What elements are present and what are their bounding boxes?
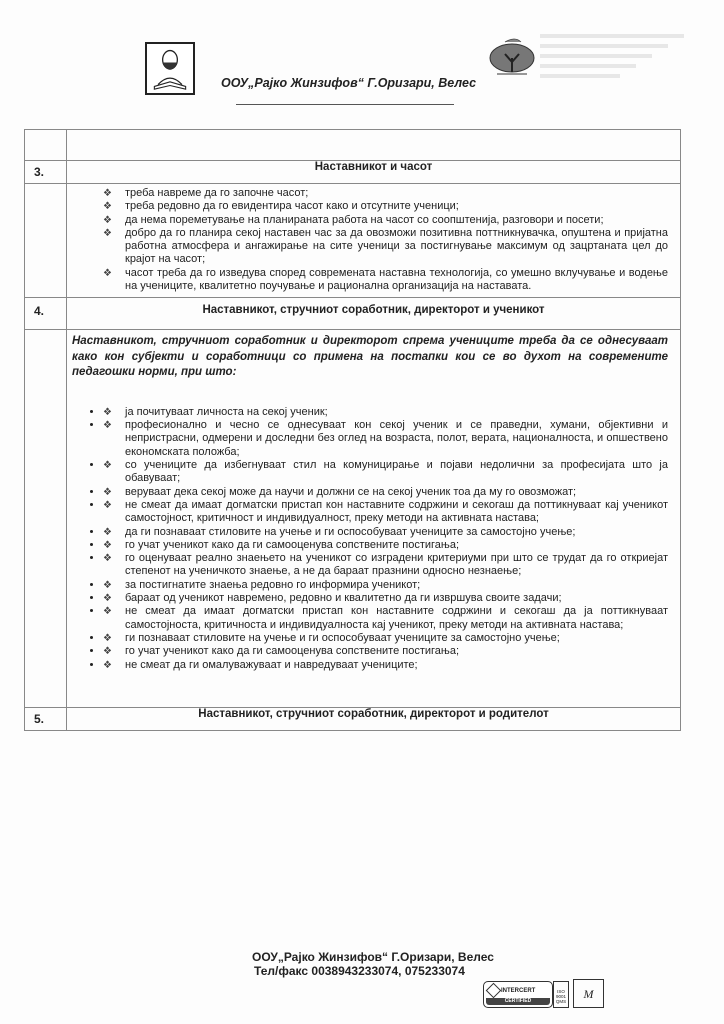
table-blank-row (25, 130, 681, 161)
list-item: ❖ треба редовно да го евидентира часот како и отсутните ученици; (103, 200, 668, 213)
section-number: 5. (25, 707, 67, 730)
list-item: ❖ да нема пореметување на планираната работа на часот со соопштенија, разговори и посети; (103, 214, 668, 227)
section-4-content-row (25, 330, 681, 707)
section-number: 3. (25, 161, 67, 184)
list-item: ❖ • ја почитуваат личноста на секој ученик; (103, 406, 668, 419)
portrait-icon (147, 44, 193, 93)
apple-tree-icon (487, 36, 537, 78)
section-title: Наставникот, стручниот соработник, директорот и ученикот (67, 298, 681, 330)
code-of-conduct-table (24, 129, 681, 731)
list-item: ❖ треба навреме да го започне часот; (103, 187, 668, 200)
section-title: Наставникот и часот (67, 161, 681, 184)
section-number: 4. (25, 298, 67, 330)
section-intro: Наставникот, стручниот соработник и директорот спрема учениците треба да се однесуваат како кон субјекти и соработници со примена на постапки кои се во духот на современите педагошки норми, при што: (72, 335, 668, 379)
list-item: ❖ добро да го планира секој наставен час за да овозможи позитивна поттникнувачка, опуштена и пријатна работна атмосфера и ангажирање на сите ученици за постигнување максимум од зацртаната цел до крајот на часот; (103, 227, 668, 267)
footer-school-name: ООУ„Рајко Жинзифов“ Г.Оризари, Велес (252, 950, 494, 964)
footer-contact: Тел/факс 0038943233074, 075233074 (254, 964, 465, 978)
section-3-heading-row (25, 161, 681, 184)
section-3-content-row (25, 184, 681, 298)
footer (252, 950, 494, 978)
section-title: Наставникот, стручниот соработник, директорот и родителот (67, 707, 681, 730)
header-divider (236, 104, 454, 105)
list-item: ❖ • не смеат да имаат догматски пристап кон наставните содржини и секогаш да поттикнуваат кај ученикот самостојност, критичност и индивидуалност, преку методи на активната настава; (103, 499, 668, 526)
bullet-list (103, 187, 668, 293)
list-item: ❖ • не смеат да ги омалуважуваат и навредуваат учениците; (103, 659, 668, 672)
section-5-heading-row (25, 707, 681, 730)
list-item: ❖ • веруваат дека секој може да научи и должни се на секој ученик тоа да му го овозможат; (103, 486, 668, 499)
school-portrait-logo (145, 42, 195, 95)
intercert-diamond-icon (486, 983, 502, 999)
list-item: ❖ • го оценуваат реално знаењето на ученикот со изградени критериуми при што се трудат да го откриејат степенот на ученичкото знаење, а не да бараат празнини односно незнаење; (103, 552, 668, 579)
bullet-list (103, 406, 668, 672)
list-item: ❖ • го учат ученикот како да ги самооценува сопствените постигања; (103, 645, 668, 658)
quality-mark-badge: M (573, 979, 604, 1008)
list-item: ❖ • бараат од ученикот навремено, редовно и квалитетно да ги извршува своите задачи; (103, 592, 668, 605)
intercert-badge (483, 981, 553, 1008)
faint-letterhead-text (540, 28, 700, 118)
apple-tree-logo (487, 36, 537, 78)
list-item: ❖ • ги познаваат стиловите на учење и ги оспособуваат учениците за самостојно учење; (103, 632, 668, 645)
iso-badge: ISO 9001 QMS (553, 981, 569, 1008)
list-item: ❖ часот треба да го изведува според современата наставна технологија, со умешно вклучување и водење на учениците, квалитетно поучување и рационална организација на наставата. (103, 267, 668, 294)
header-school-name: ООУ„Рајко Жинзифов“ Г.Оризари, Велес (221, 76, 477, 90)
list-item: ❖ • професионално и чесно се однесуваат кон секој ученик и се праведни, хумани, објективни и непристрасни, одмерени и доследни без оглед на возраста, полот, верата, националноста, и опшествено економската положба; (103, 419, 668, 459)
list-item: ❖ • со учениците да избегнуваат стил на комуницирање и појави недолични за професијата што ја обавуваат; (103, 459, 668, 486)
list-item: ❖ • го учат ученикот како да ги самооценува сопствените постигања; (103, 539, 668, 552)
cert-name: INTERCERT (501, 988, 536, 994)
list-item: ❖ • за постигнатите знаења редовно го информира ученикот; (103, 579, 668, 592)
cert-label: CERTIFIED (486, 998, 550, 1005)
list-item: ❖ • не смеат да имаат догматски пристап кон наставните содржини и секогаш да ја поттикнуваат самостојноста, критичноста и индивидуалноста кај ученикот, преку методи на активната настава; (103, 605, 668, 632)
section-4-heading-row (25, 298, 681, 330)
list-item: ❖ • да ги познаваат стиловите на учење и ги оспособуваат учениците за самостојно учење; (103, 526, 668, 539)
